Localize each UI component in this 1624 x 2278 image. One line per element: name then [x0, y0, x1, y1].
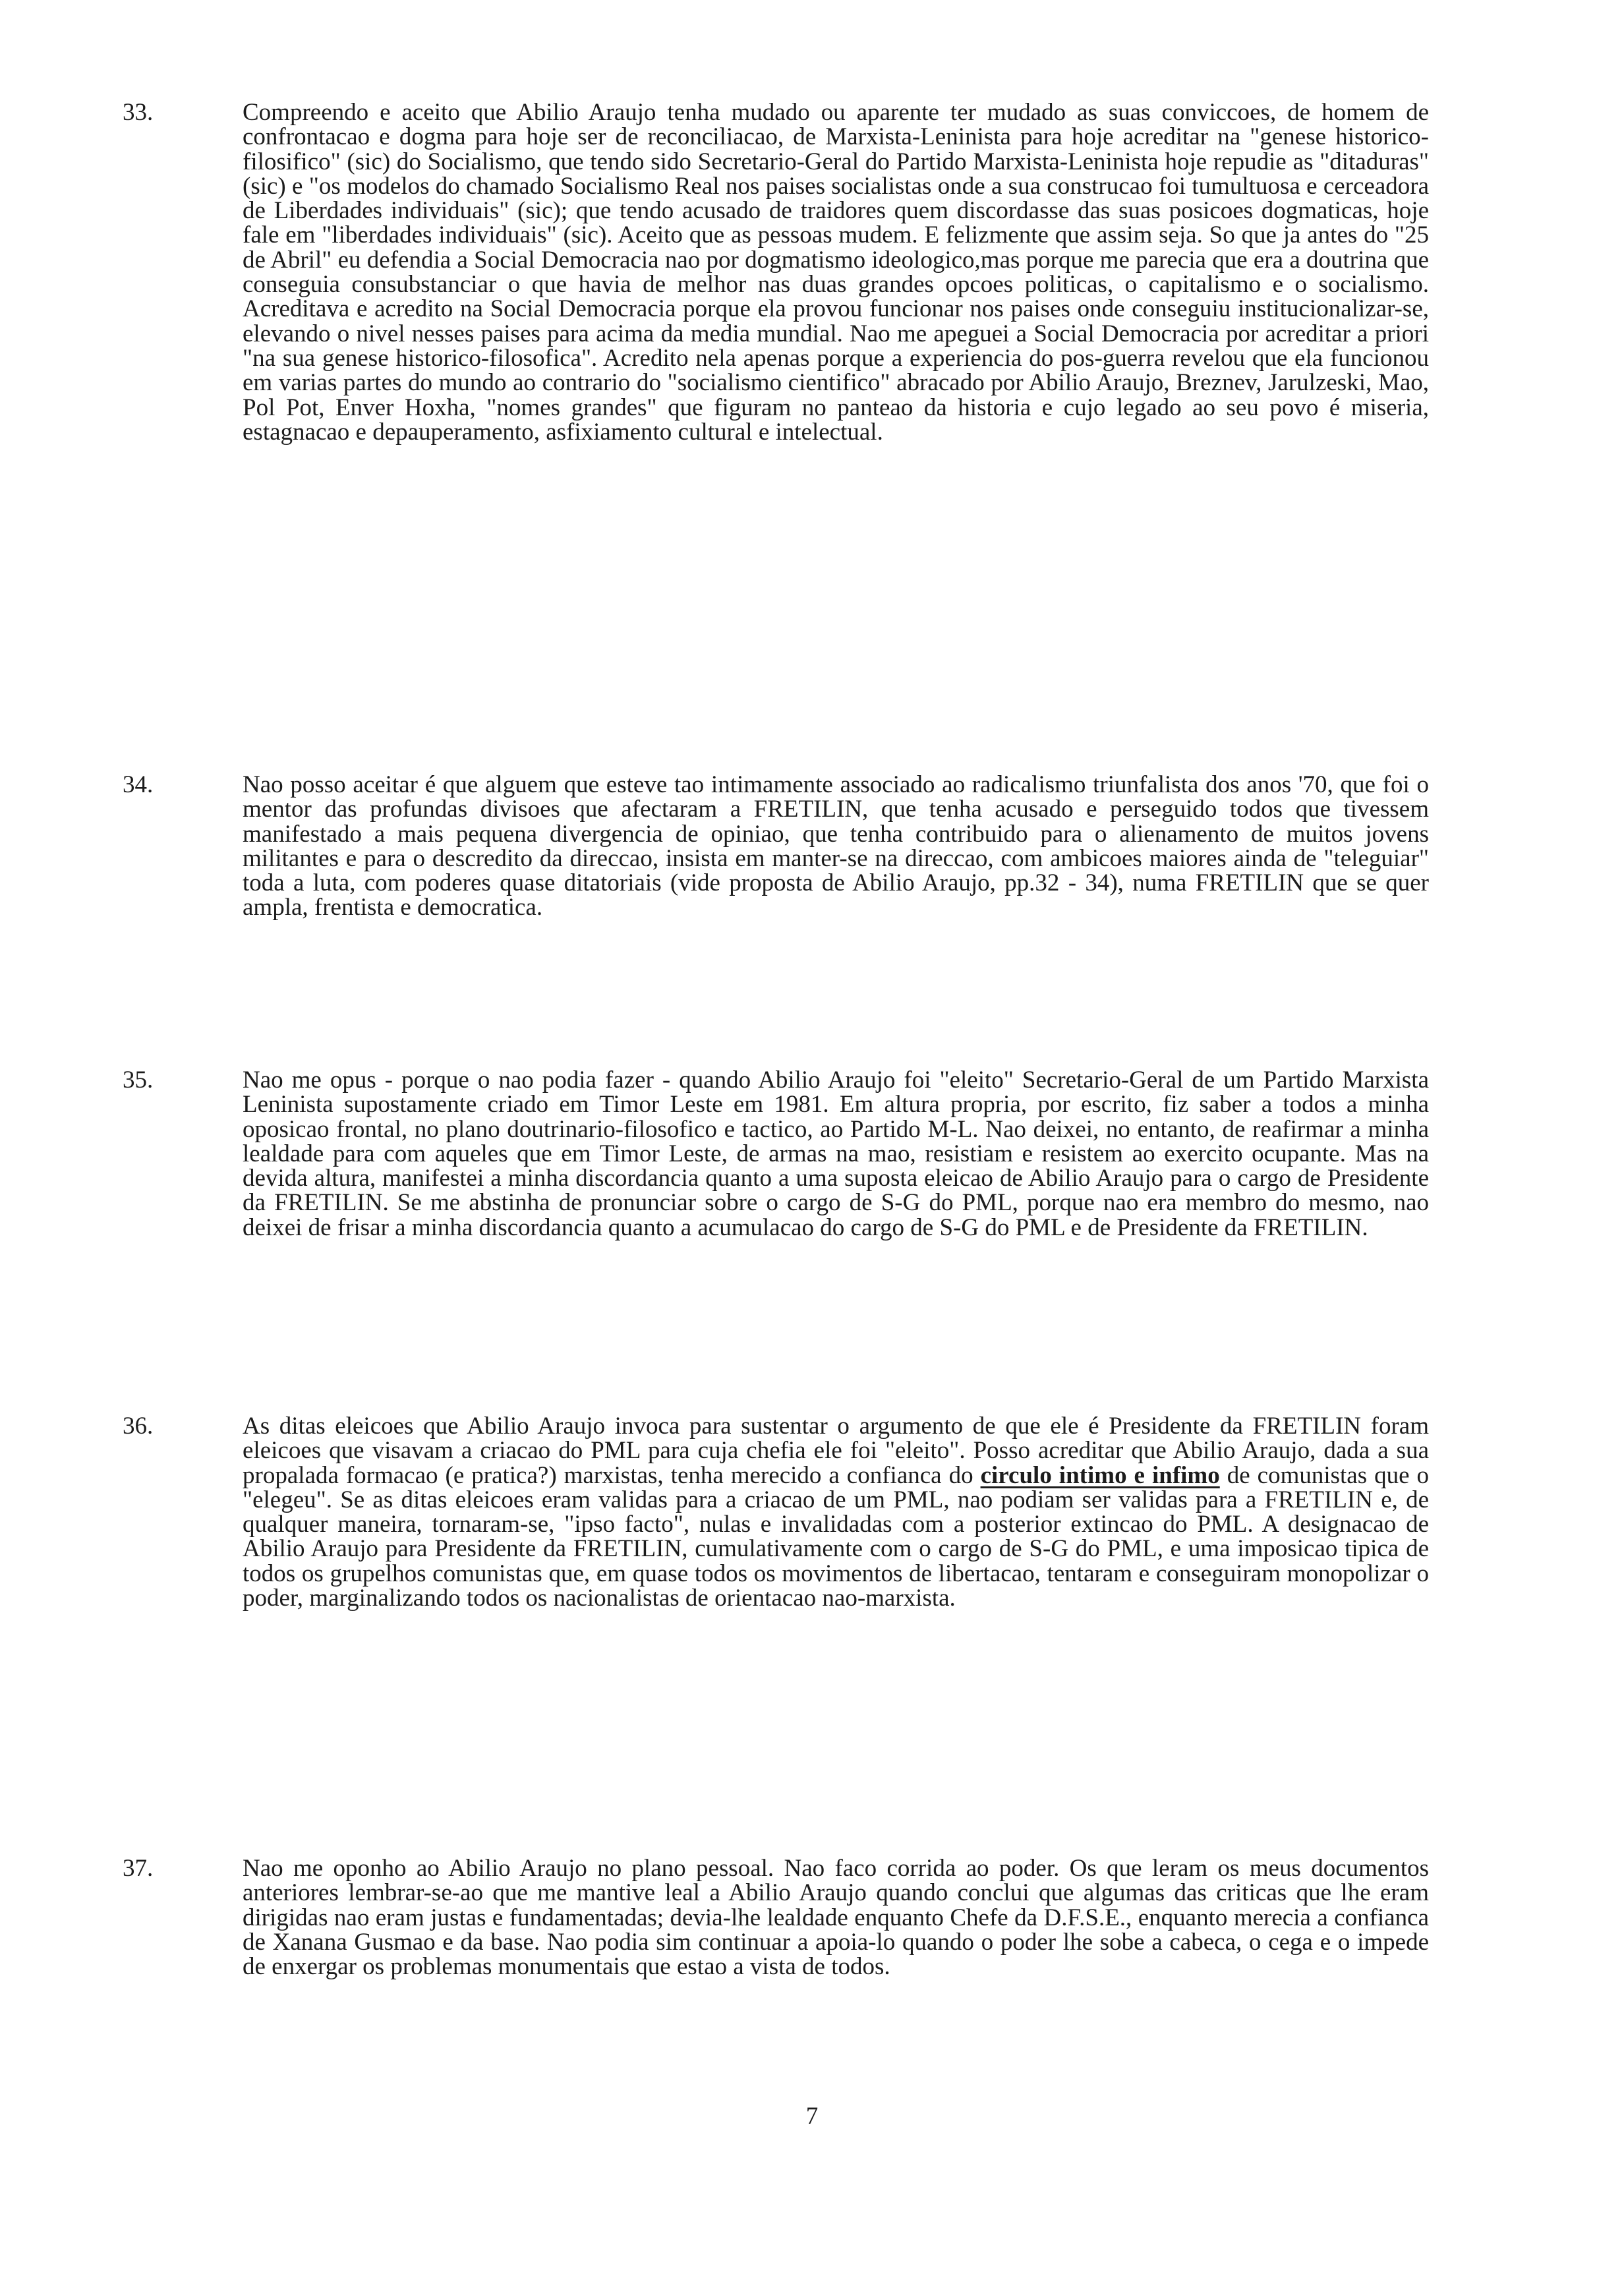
paragraph-text: Nao me opus - porque o nao podia fazer - quando Abilio Araujo foi "eleito" Secretario-Geral de um Partido Marxista Leninista supostamente criado em Timor Leste em 1981. Em altura propria, por escrito, fiz saber a todos a minha oposicao frontal, no plano doutrinario-filosofico e tactico, ao Partido M-L. Nao deixei, no entanto, de reafirmar a minha lealdade para com aqueles que em Timor Leste, de armas na mao, resistiam e resistem ao exercito ocupante. Mas na devida altura, manifestei a minha discordancia quanto a uma suposta eleicao de Abilio Araujo para o cargo de Presidente da FRETILIN. Se me abstinha de pronunciar sobre o cargo de S-G do PML, porque nao era membro do mesmo, nao deixei de frisar a minha discordancia quanto a acumulacao do cargo de S-G do PML e de Presidente da FRETILIN. — [243, 1066, 1429, 1241]
paragraph-text: Compreendo e aceito que Abilio Araujo tenha mudado ou aparente ter mudado as suas conviccoes, de homem de confrontacao e dogma para hoje ser de reconciliacao, de Marxista-Leninista para hoje acreditar na "genese historico-filosifico" (sic) do Socialismo, que tendo sido Secretario-Geral do Partido Marxista-Leninista hoje repudie as "ditaduras" (sic) e "os modelos do chamado Socialismo Real nos paises socialistas onde a sua construcao foi tumultuosa e cerceadora de Liberdades individuais" (sic); que tendo acusado de traidores quem discordasse das suas posicoes dogmaticas, hoje fale em "liberdades individuais" (sic). Aceito que as pessoas mudem. E felizmente que assim seja. So que ja antes do "25 de Abril" eu defendia a Social Democracia nao por dogmatismo ideologico,mas porque me parecia que era a doutrina que conseguia consubstanciar o que havia de melhor nas duas grandes opcoes politicas, o capitalismo e o socialismo. Acreditava e acredito na Social Democracia porque ela provou funcionar nos paises onde conseguiu institucionalizar-se, elevando o nivel nesses paises para acima da media mundial. Nao me apeguei a Social Democracia por acreditar a priori "na sua genese historico-filosofica". Acredito nela apenas porque a experiencia do pos-guerra revelou que ela funcionou em varias partes do mundo ao contrario do "socialismo cientifico" abracado por Abilio Araujo, Breznev, Jarulzeski, Mao, Pol Pot, Enver Hoxha, "nomes grandes" que figuram no panteao da historia e cujo legado ao seu povo é miseria, estagnacao e depauperamento, asfixiamento cultural e intelectual. — [243, 99, 1429, 446]
paragraph-number: 33. — [123, 99, 154, 126]
paragraph-number: 35. — [123, 1066, 154, 1094]
paragraph-text-part: de comunistas que o "elegeu". Se as ditas eleicoes eram validas para a criacao de um PML, nao podiam ser validas para a FRETILIN e, de qualquer maneira, tornaram-se, "ipso facto", nulas e invalidadas com a posterior extincao do PML. A designacao de Abilio Araujo para Presidente da FRETILIN, cumulativamente com o cargo de S-G do PML, e uma imposicao tipica de todos os grupelhos comunistas que, em quase todos os movimentos de libertacao, tentaram e conseguiram monopolizar o poder, marginalizando todos os nacionalistas de orientacao nao-marxista. — [243, 1461, 1430, 1612]
paragraph-number: 37. — [123, 1855, 154, 1882]
underlined-phrase: circulo intimo e infimo — [980, 1461, 1220, 1489]
page-number: 7 — [805, 2103, 819, 2130]
paragraph-text — [243, 1414, 1429, 1610]
paragraph-number: 34. — [123, 771, 154, 798]
paragraph-text: Nao me oponho ao Abilio Araujo no plano pessoal. Nao faco corrida ao poder. Os que leram os meus documentos anteriores lembrar-se-ao que me mantive leal a Abilio Araujo quando conclui que algumas das criticas que lhe eram dirigidas nao eram justas e fundamentadas; devia-lhe lealdade enquanto Chefe da D.F.S.E., enquanto merecia a confianca de Xanana Gusmao e da base. Nao podia sim continuar a apoia-lo quando o poder lhe sobe a cabeca, o cega e o impede de enxergar os problemas monumentais que estao a vista de todos. — [243, 1855, 1429, 1981]
paragraph-text: Nao posso aceitar é que alguem que esteve tao intimamente associado ao radicalismo triunfalista dos anos '70, que foi o mentor das profundas divisoes que afectaram a FRETILIN, que tenha acusado e perseguido todos que tivessem manifestado a mais pequena divergencia de opiniao, que tenha contribuido para o alienamento de muitos jovens militantes e para o descredito da direccao, insista em manter-se na direccao, com ambicoes maiores ainda de "teleguiar" toda a luta, com poderes quase ditatoriais (vide proposta de Abilio Araujo, pp.32 - 34), numa FRETILIN que se quer ampla, frentista e democratica. — [243, 771, 1429, 921]
paragraph-number: 36. — [123, 1413, 154, 1440]
paragraph-text-part: As ditas eleicoes que Abilio Araujo invoca para sustentar o argumento de que ele é Presidente da FRETILIN foram eleicoes que visavam a criacao do PML para cuja chefia ele foi "eleito". Posso acreditar que Abilio Araujo, dada a sua propalada formacao (e pratica?) marxistas, tenha merecido a confianca do — [243, 1413, 1429, 1489]
